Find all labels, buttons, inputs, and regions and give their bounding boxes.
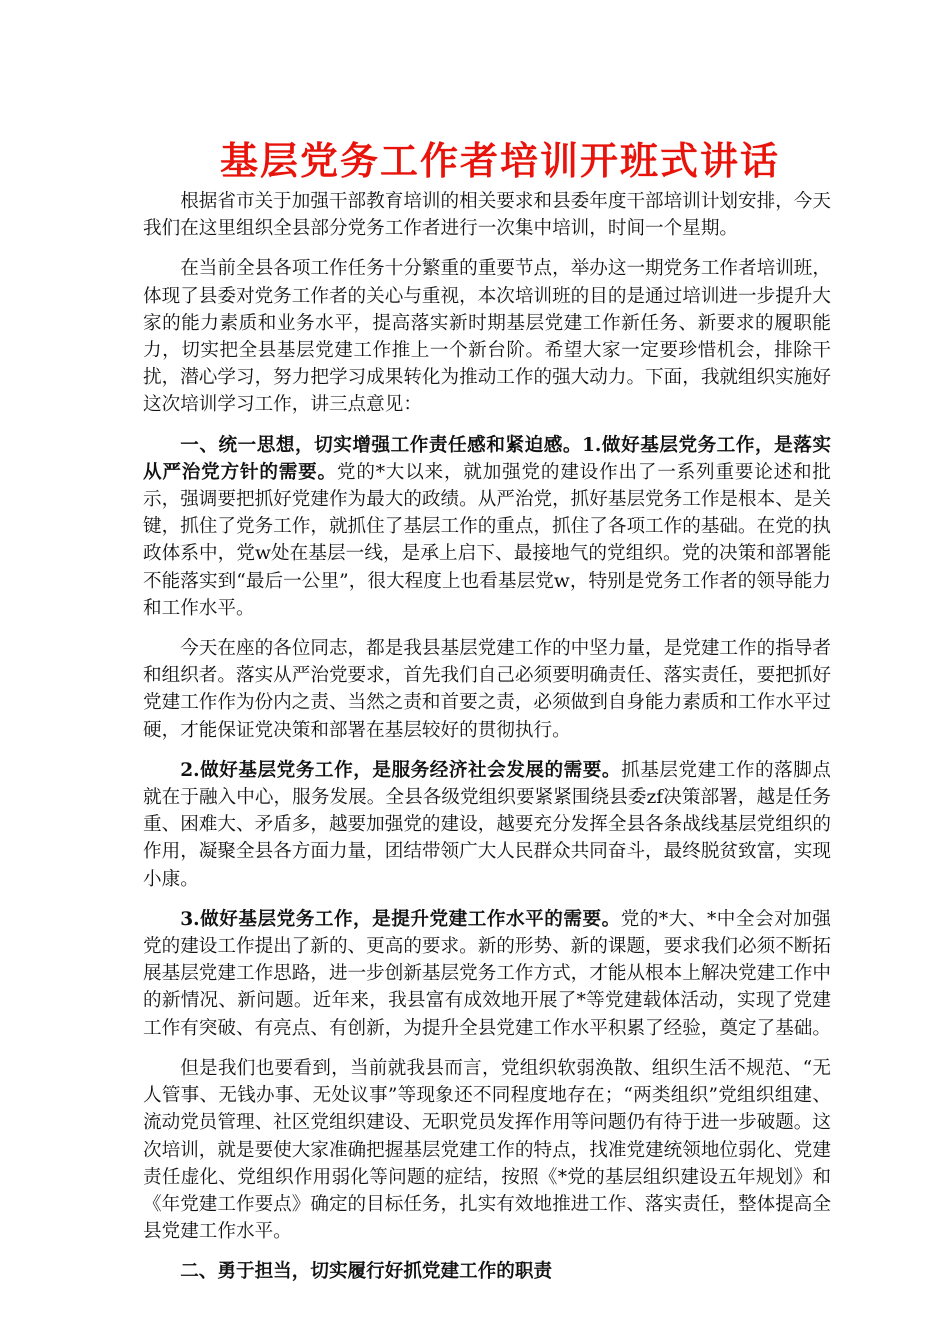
document-body: [143, 188, 831, 1299]
section-2-heading: 二、勇于担当，切实履行好抓党建工作的职责: [180, 1261, 553, 1283]
paragraph-point-3: [143, 906, 831, 1042]
paragraph-purpose: 在当前全县各项工作任务十分繁重的重要节点，举办这一期党务工作者培训班，体现了县委对党务工作者的关心与重视，本次培训班的目的是通过培训进一步提升大家的能力素质和业务水平，提高落实新时期基层党建工作新任务、新要求的履职能力，切实把全县基层党建工作推上一个新台阶。希望大家一定要珍惜机会，排除干扰，潜心学习，努力把学习成果转化为推动工作的强大动力。下面，我就组织实施好这次培训学习工作，讲三点意见：: [143, 258, 831, 416]
point-3-heading: 3.做好基层党务工作，是提升党建工作水平的需要。: [180, 908, 621, 930]
paragraph-point-2: [143, 757, 831, 893]
document-title: 基层党务工作者培训开班式讲话: [219, 138, 780, 183]
point-1-heading: 一、统一思想，切实增强工作责任感和紧迫感。1.做好基层党务工作，是落实从严治党方针的需要。: [143, 434, 831, 483]
point-1-text: 党的*大以来，就加强党的建设作出了一系列重要论述和批示，强调要把抓好党建作为最大的政绩。从严治党，抓好基层党务工作是根本、是关键，抓住了党务工作，就抓住了基层工作的重点，抓住了各项工作的基础。在党的执政体系中，党w处在基层一线，是承上启下、最接地气的党组织。党的决策和部署能不能落实到“最后一公里”，很大程度上也看基层党w，特别是党务工作者的领导能力和工作水平。: [143, 461, 831, 619]
point-3-text: 党的*大、*中全会对加强党的建设工作提出了新的、更高的要求。新的形势、新的课题，要求我们必须不断拓展基层党建工作思路，进一步创新基层党务工作方式，才能从根本上解决党建工作中的新情况、新问题。近年来，我县富有成效地开展了*等党建载体活动，实现了党建工作有突破、有亮点、有创新，为提升全县党建工作水平积累了经验，奠定了基础。: [143, 908, 831, 1039]
paragraph-responsibility: 今天在座的各位同志，都是我县基层党建工作的中坚力量，是党建工作的指导者和组织者。落实从严治党要求，首先我们自己必须要明确责任、落实责任，要把抓好党建工作作为份内之责、当然之责和首要之责，必须做到自身能力素质和工作水平过硬，才能保证党决策和部署在基层较好的贯彻执行。: [143, 638, 831, 741]
paragraph-point-1: [143, 432, 831, 622]
paragraph-problems: 但是我们也要看到，当前就我县而言，党组织软弱涣散、组织生活不规范、“无人管事、无钱办事、无处议事”等现象还不同程度地存在；“两类组织”党组织组建、流动党员管理、社区党组织建设、无职党员发挥作用等问题仍有待于进一步破题。这次培训，就是要使大家准确把握基层党建工作的特点，找准党建统领地位弱化、党建责任虚化、党组织作用弱化等问题的症结，按照《*党的基层组织建设五年规划》和《年党建工作要点》确定的目标任务，扎实有效地推进工作、落实责任，整体提高全县党建工作水平。: [143, 1057, 831, 1243]
paragraph-intro: 根据省市关于加强干部教育培训的相关要求和县委年度干部培训计划安排，今天我们在这里组织全县部分党务工作者进行一次集中培训，时间一个星期。: [143, 191, 831, 240]
point-2-text: 抓基层党建工作的落脚点就在于融入中心，服务发展。全县各级党组织要紧紧围绕县委zf决策部署，越是任务重、困难大、矛盾多，越要加强党的建设，越要充分发挥全县各条战线基层党组织的作用，凝聚全县各方面力量，团结带领广大人民群众共同奋斗，最终脱贫致富，实现小康。: [143, 759, 831, 890]
point-2-heading: 2.做好基层党务工作，是服务经济社会发展的需要。: [180, 759, 622, 781]
